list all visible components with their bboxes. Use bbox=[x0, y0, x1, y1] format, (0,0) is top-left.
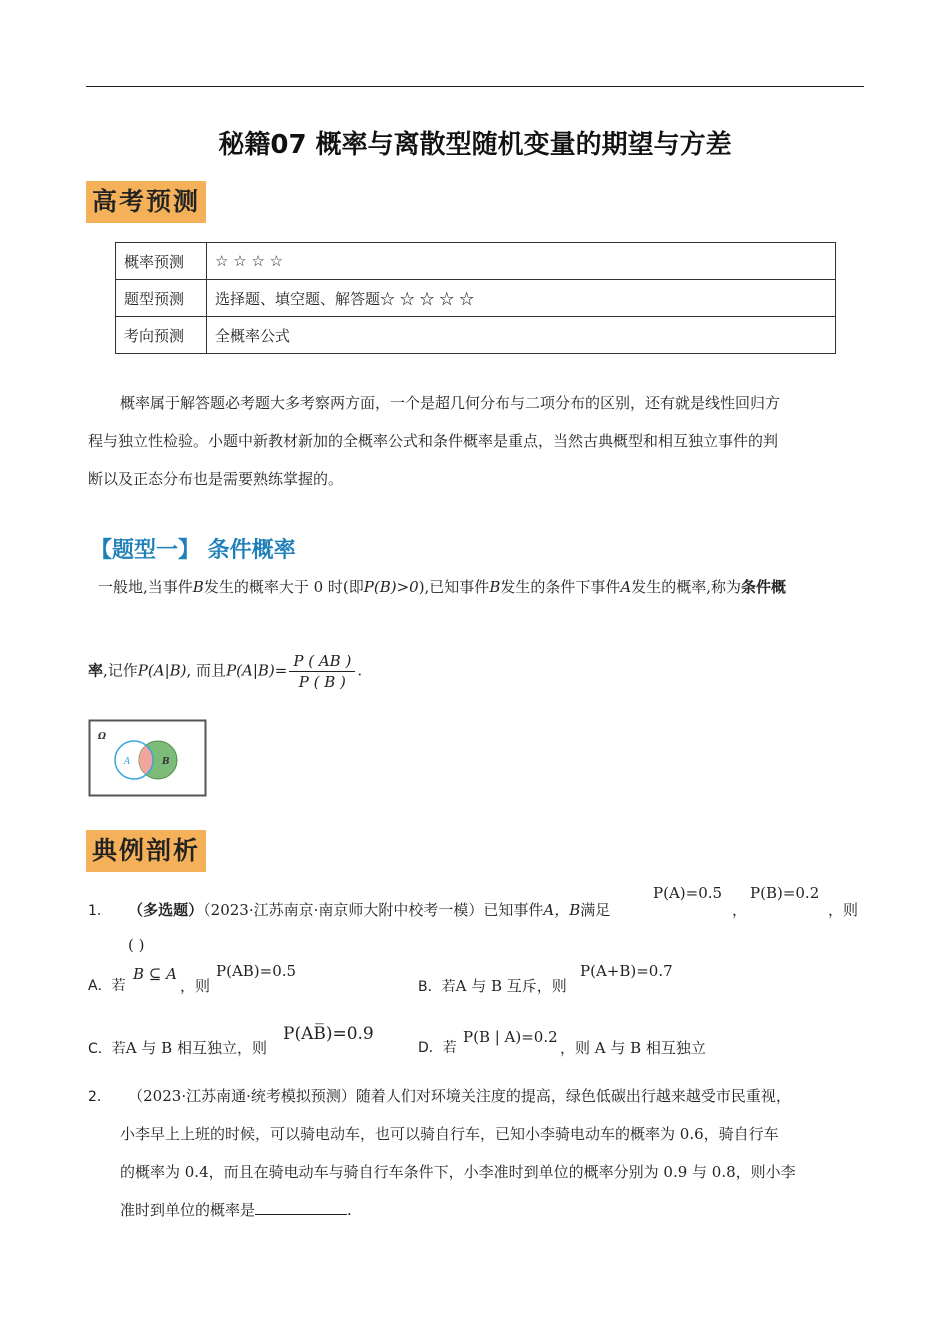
option-b bbox=[418, 975, 567, 996]
question-vars: A，B bbox=[543, 901, 581, 919]
question-text: 满足 bbox=[580, 901, 611, 919]
intro-line-1: 概率属于解答题必考题大多考察两方面，一个是超几何分布与二项分布的区别，还有就是线性回归方 bbox=[120, 394, 781, 412]
table-cell-value: ☆ ☆ ☆ ☆ bbox=[207, 243, 836, 280]
question-text: （2023·江苏南通·统考模拟预测）随着人们对环境关注度的提高，绿色低碳出行越来越受市民重视， bbox=[128, 1087, 791, 1105]
option-c-formula: P(AB̅)=0.9 bbox=[283, 1024, 374, 1044]
question-2-line-3: 的概率为 0.4，而且在骑电动车与骑自行车条件下，小李准时到单位的概率分别为 0.9 与 0.8，则小李 bbox=[120, 1163, 796, 1181]
table-row bbox=[116, 317, 836, 354]
table-row bbox=[116, 243, 836, 280]
question-number: 1. bbox=[88, 903, 102, 919]
section-banner-examples: 典例剖析 bbox=[86, 830, 206, 872]
question-2-line-2: 小李早上上班的时候，可以骑电动车，也可以骑自行车，已知小李骑电动车的概率为 0.6，骑自行车 bbox=[120, 1125, 779, 1143]
def-var: B bbox=[489, 578, 501, 596]
option-c-label: C．若 bbox=[88, 1041, 126, 1057]
venn-diagram bbox=[88, 719, 208, 797]
option-a-condition: B ⊆ A bbox=[133, 965, 177, 983]
def-var: A bbox=[620, 578, 632, 596]
option-b-formula: P(A+B)=0.7 bbox=[580, 962, 673, 980]
option-b-label: B．若 bbox=[418, 979, 456, 995]
definition-line-1 bbox=[98, 576, 868, 597]
def-expr: P(A|B)= bbox=[226, 661, 288, 680]
prediction-table bbox=[115, 242, 836, 354]
intro-line-2: 程与独立性检验。小题中新教材新加的全概率公式和条件概率是重点，当然古典概型和相互独立事件的判 bbox=[88, 432, 779, 450]
question-text: ， bbox=[732, 901, 748, 919]
definition-line-2 bbox=[88, 652, 362, 691]
question-source: （2023·江苏南京·南京师大附中校考一模）已知事件 bbox=[203, 901, 544, 919]
top-rule bbox=[86, 86, 864, 87]
question-2-line-1 bbox=[88, 1085, 791, 1106]
option-d-label: D．若 bbox=[418, 1040, 457, 1056]
venn-omega-label: Ω bbox=[98, 732, 107, 742]
def-text: 一般地,当事件 bbox=[98, 578, 193, 596]
question-text: . bbox=[347, 1201, 352, 1219]
def-text: ,记作 bbox=[103, 661, 138, 680]
def-expr: P(B)>0 bbox=[363, 578, 419, 596]
question-2-line-4 bbox=[120, 1199, 352, 1220]
table-row bbox=[116, 280, 836, 317]
def-text: 发生的概率,称为 bbox=[631, 578, 741, 596]
question-text: ，则 bbox=[828, 901, 859, 919]
formula-pb: P(B)=0.2 bbox=[750, 884, 820, 902]
def-text: ),已知事件 bbox=[418, 578, 490, 596]
def-var: B bbox=[192, 578, 204, 596]
formula-pa: P(A)=0.5 bbox=[653, 884, 723, 902]
conditional-probability-fraction bbox=[289, 652, 355, 691]
option-c-text: A 与 B 相互独立，则 bbox=[125, 1039, 267, 1057]
table-cell-value: 选择题、填空题、解答题☆ ☆ ☆ ☆ ☆ bbox=[207, 280, 836, 317]
question-tag: （多选题） bbox=[128, 901, 204, 919]
def-text: 发生的条件下事件 bbox=[500, 578, 621, 596]
def-text: 发生的概率大于 0 时(即 bbox=[203, 578, 364, 596]
table-cell-key: 考向预测 bbox=[116, 317, 207, 354]
def-term: 率 bbox=[88, 661, 104, 680]
section-banner-forecast: 高考预测 bbox=[86, 181, 206, 223]
question-text: 准时到单位的概率是 bbox=[120, 1201, 256, 1219]
venn-b-label: B bbox=[162, 757, 170, 767]
table-cell-value: 全概率公式 bbox=[207, 317, 836, 354]
def-expr: P(A|B) bbox=[137, 661, 187, 680]
option-b-text: A 与 B 互斥，则 bbox=[455, 977, 567, 995]
fraction-numerator: P ( AB ) bbox=[289, 652, 355, 672]
option-d-text: ，则 A 与 B 相互独立 bbox=[560, 1039, 706, 1057]
option-d-formula: P(B | A)=0.2 bbox=[463, 1028, 558, 1046]
intro-line-3: 断以及正态分布也是需要熟练掌握的。 bbox=[88, 470, 344, 488]
def-text: . bbox=[357, 661, 363, 680]
option-a-label: A．若 bbox=[88, 978, 126, 994]
answer-parentheses: ( ) bbox=[128, 936, 145, 954]
option-a-formula: P(AB)=0.5 bbox=[216, 962, 297, 980]
option-a-then: ，则 bbox=[180, 977, 211, 995]
def-text: , 而且 bbox=[186, 661, 227, 680]
question-number: 2. bbox=[88, 1089, 102, 1105]
option-c bbox=[88, 1037, 267, 1058]
page-title: 秘籍07 概率与离散型随机变量的期望与方差 bbox=[218, 130, 732, 160]
answer-blank[interactable] bbox=[255, 1200, 347, 1215]
fraction-denominator: P ( B ) bbox=[298, 673, 346, 691]
option-d bbox=[418, 1037, 457, 1057]
option-a bbox=[88, 975, 126, 995]
table-cell-key: 概率预测 bbox=[116, 243, 207, 280]
question-1-stem bbox=[88, 899, 868, 920]
type1-heading: 【题型一】 条件概率 bbox=[90, 538, 296, 563]
def-term: 条件概 bbox=[740, 578, 786, 596]
venn-a-label: A bbox=[124, 757, 131, 767]
table-cell-key: 题型预测 bbox=[116, 280, 207, 317]
